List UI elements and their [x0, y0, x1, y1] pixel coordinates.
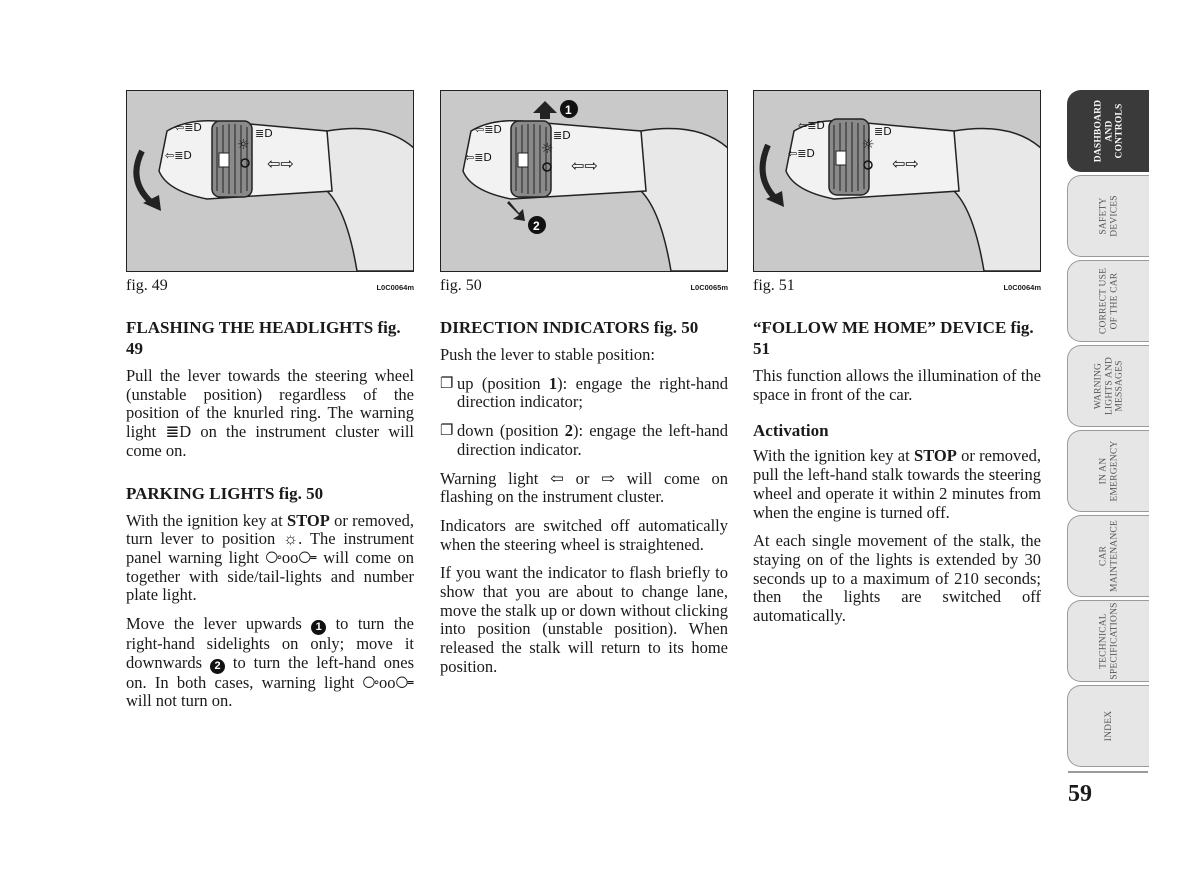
svg-text:⇦≣D: ⇦≣D [165, 149, 192, 162]
svg-text:⇦≣D: ⇦≣D [798, 119, 825, 132]
svg-text:☼: ☼ [862, 137, 875, 153]
figure-code: L0C0064m [1003, 283, 1041, 292]
svg-text:1: 1 [565, 103, 572, 117]
svg-text:⇦≣D: ⇦≣D [175, 121, 202, 134]
figure-50 [440, 90, 728, 272]
page-number: 59 [1068, 781, 1092, 807]
paragraph-parking-2: Move the lever upwards 1 to turn the right-hand sidelights on only; move it downwards 2 to turn the left-hand ones on. In both cases, warning light ⧂oo⧃ will not turn on. [126, 614, 414, 711]
svg-text:≣D: ≣D [553, 129, 571, 142]
paragraph-auto-off: Indicators are switched off automatically when the steering wheel is straightened. [440, 515, 728, 554]
figure-code: L0C0065m [690, 283, 728, 292]
tab-dashboard-and-controls[interactable]: DASHBOARD AND CONTROLS [1067, 90, 1149, 172]
page-divider [1068, 771, 1148, 773]
tab-warning-lights-and-messages[interactable]: WARNING LIGHTS AND MESSAGES [1067, 345, 1149, 427]
svg-text:☼: ☼ [541, 141, 554, 157]
figure-caption [126, 277, 414, 295]
svg-text:⇦≣D: ⇦≣D [475, 123, 502, 136]
figure-caption [753, 277, 1041, 295]
svg-text:2: 2 [533, 219, 540, 233]
figure-label: fig. 49 [126, 277, 168, 294]
checkbox-bullet-icon: ❐ [440, 375, 454, 392]
position-1-badge: 1 [311, 620, 326, 635]
figure-code: L0C0064m [376, 283, 414, 292]
column-right [753, 90, 1041, 636]
paragraph-parking-1: With the ignition key at STOP or removed, turn lever to position ☼. The instrument panel warning light ⧂oo⧃ will come on together with side/tail-lights and number plate light. [126, 510, 414, 605]
figure-label: fig. 51 [753, 277, 795, 294]
svg-text:⇦⇨: ⇦⇨ [267, 154, 294, 173]
figure-caption [440, 277, 728, 295]
svg-text:⇦≣D: ⇦≣D [465, 151, 492, 164]
tab-correct-use-of-the-car[interactable]: CORRECT USE OF THE CAR [1067, 260, 1149, 342]
tab-safety-devices[interactable]: SAFETY DEVICES [1067, 175, 1149, 257]
figure-51 [753, 90, 1041, 272]
paragraph-activation: With the ignition key at STOP or removed, pull the left-hand stalk towards the steering wheel and operate it within 2 minutes from when the engine is turned off. [753, 446, 1041, 522]
tab-index[interactable]: INDEX [1067, 685, 1149, 767]
column-middle [440, 90, 728, 687]
stalk-illustration-49 [127, 91, 413, 271]
bullet-down: ❐ down (position 2): engage the left-hand direction indicator. [440, 421, 728, 459]
section-heading-follow-me-home: “FOLLOW ME HOME” DEVICE fig. 51 [753, 318, 1034, 358]
tab-car-maintenance[interactable]: CAR MAINTENANCE [1067, 515, 1149, 597]
chapter-tabs [1067, 90, 1149, 770]
section-heading-indicators: DIRECTION INDICATORS fig. 50 [440, 318, 699, 337]
tab-technical-specifications[interactable]: TECHNICAL SPECIFICATIONS [1067, 600, 1149, 682]
bullet-up: ❐ up (position 1): engage the right-hand direction indicator; [440, 373, 728, 412]
section-heading-flashing: FLASHING THE HEADLIGHTS fig. 49 [126, 318, 401, 358]
tab-in-an-emergency[interactable]: IN AN EMERGENCY [1067, 430, 1149, 512]
paragraph-extension: At each single movement of the stalk, the staying on of the lights is extended by 30 seconds up to a maximum of 210 seconds; then the lights are switched off automatically. [753, 531, 1041, 626]
svg-text:⇦≣D: ⇦≣D [788, 147, 815, 160]
figure-label: fig. 50 [440, 277, 482, 294]
svg-text:⇦⇨: ⇦⇨ [571, 156, 598, 175]
svg-text:≣D: ≣D [874, 125, 892, 138]
checkbox-bullet-icon: ❐ [440, 423, 454, 440]
figure-49 [126, 90, 414, 272]
paragraph-flashing: Pull the lever towards the steering wheel (unstable position) regardless of the position of the knurled ring. The warning light ≣D on the instrument cluster will come on. [126, 366, 414, 460]
paragraph-follow-me-intro: This function allows the illumination of the space in front of the car. [753, 366, 1041, 404]
svg-text:⇦⇨: ⇦⇨ [892, 154, 919, 173]
stalk-illustration-50 [441, 91, 727, 271]
svg-text:≣D: ≣D [255, 127, 273, 140]
section-heading-activation: Activation [753, 421, 829, 441]
paragraph-indicators-intro: Push the lever to stable position: [440, 345, 655, 364]
section-heading-parking: PARKING LIGHTS fig. 50 [126, 483, 324, 503]
column-left [126, 90, 414, 721]
position-2-badge: 2 [210, 659, 225, 674]
paragraph-lane-change: If you want the indicator to flash briefly to show that you are about to change lane, move the stalk up or down without clicking into position (unstable position). When released the stalk will return to its home position. [440, 563, 728, 676]
stalk-illustration-51 [754, 91, 1040, 271]
paragraph-warning-light: Warning light ⇦ or ⇨ will come on flashing on the instrument cluster. [440, 468, 728, 507]
svg-text:☼: ☼ [237, 137, 250, 153]
